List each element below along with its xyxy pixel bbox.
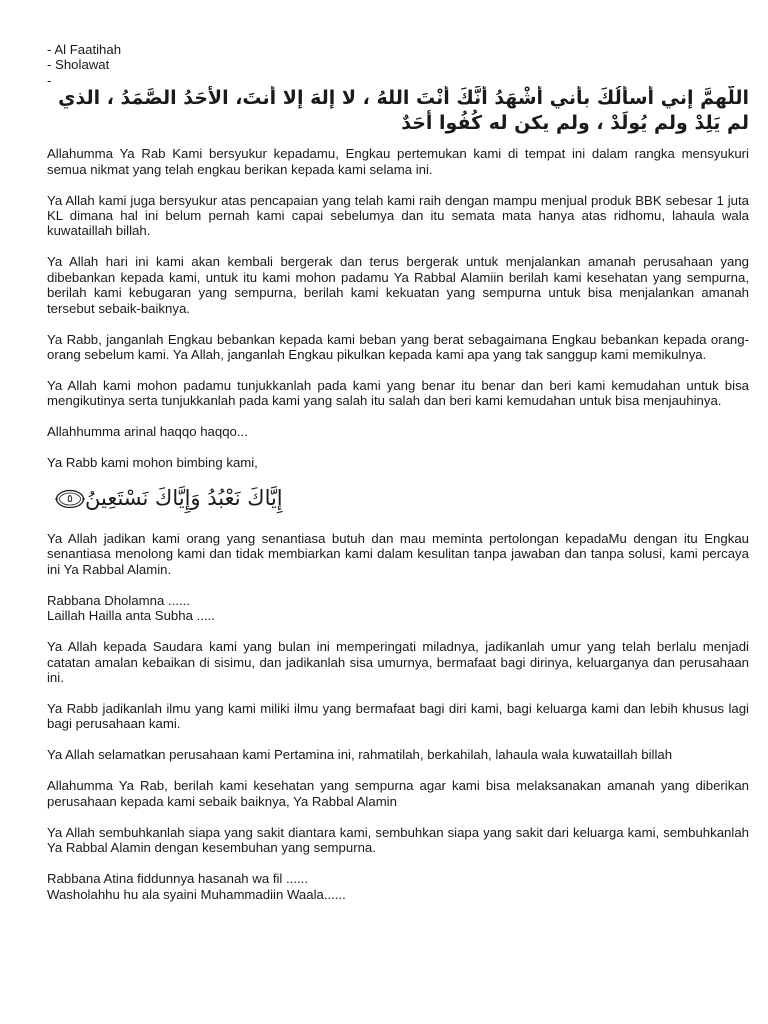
paragraph-gratitude: Allahumma Ya Rab Kami bersyukur kepadamu, Engkau pertemukan kami di tempat ini dalam rangka mensyukuri semua nikmat yang telah engkau berikan kepada kami selama ini. <box>47 146 749 177</box>
paragraph-milad: Ya Allah kepada Saudara kami yang bulan ini memperingati miladnya, jadikanlah umur yang telah berlalu menjadi catatan amalan kebaikan di sisimu, dan jadikanlah sisa umurnya, bermafaat bagi dirinya, keluarganya dan perusahaan ini. <box>47 639 749 685</box>
quran-verse-row <box>47 479 749 519</box>
closing-block <box>47 871 749 902</box>
rabbana-atina-line: Rabbana Atina fiddunnya hasanah wa fil ...... <box>47 871 308 887</box>
quran-verse-text: إِيَّاكَ نَعْبُدُ وَإِيَّاكَ نَسْتَعِينُ <box>85 486 283 511</box>
paragraph-ilmu: Ya Rabb jadikanlah ilmu yang kami miliki ilmu yang bermafaat bagi diri kami, bagi keluarga kami dan lebih khusus lagi bagi perusahaan kami. <box>47 700 749 732</box>
laillah-line: Laillah Hailla anta Subha ..... <box>47 608 215 624</box>
list-item-empty: - <box>47 72 52 88</box>
paragraph-pertolongan: Ya Allah jadikan kami orang yang senantiasa butuh dan mau meminta pertolongan kepadaMu dengan itu Engkau senantiasa menolong kami dan tidak membiarkan kami dalam kesulitan tanpa jawaban dan tanpa solusi, kami percaya ini Ya Rabbal Alamin. <box>47 530 749 577</box>
paragraph-achievement: Ya Allah kami juga bersyukur atas pencapaian yang telah kami raih dengan mampu menjual produk BBK sebesar 1 juta KL dimana hal ini belum pernah kami capai sebelumya dan itu semata mata hanya atas ridhomu, lahaula wala kuwataillah billah. <box>47 192 749 239</box>
rabbana-line: Rabbana Dholamna ...... <box>47 592 190 608</box>
paragraph-mandate: Ya Allah hari ini kami akan kembali bergerak dan terus bergerak untuk menjalankan amanah perusahaan yang dibebankan kepada kami, untuk itu kami mohon padamu Ya Rabbal Alamiin berilah kami kesehatan yang sempurna, berilah kami kebugaran yang sempurna, berilah kami kekuatan yang sempurna untuk bisa menjalankan amanah tersebut sebaik-baiknya. <box>47 254 749 316</box>
paragraph-kesembuhan: Ya Allah sembuhkanlah siapa yang sakit diantara kami, sembuhkan siapa yang sakit dari keluarga kami, sembuhkanlah Ya Rabbal Alamin dengan kesembuhan yang sempurna. <box>47 824 749 856</box>
rabbana-block <box>47 593 749 624</box>
paragraph-arinal-haqqo: Allahhumma arinal haqqo haqqo... <box>47 424 248 440</box>
list-item-sholawat: - Sholawat <box>47 57 110 73</box>
list-item-al-faatihah: - Al Faatihah <box>47 42 122 57</box>
quran-verse <box>49 479 283 519</box>
paragraph-burden: Ya Rabb, janganlah Engkau bebankan kepada kami beban yang berat sebagaimana Engkau bebankan kepada orang-orang sebelum kami. Ya Allah, janganlah Engkau pikulkan kepada kami apa yang tak sanggup kami memikulnya. <box>47 331 749 363</box>
ayah-number: ٥ <box>67 491 73 505</box>
sholawat-closing-line: Washolahhu hu ala syaini Muhammadiin Waala...... <box>47 886 346 902</box>
paragraph-kesehatan: Allahumma Ya Rab, berilah kami kesehatan yang sempurna agar kami bisa melaksanakan amanah yang diberikan perusahaan kepada kami sebaik baiknya, Ya Rabbal Alamin <box>47 778 749 809</box>
paragraph-pertamina: Ya Allah selamatkan perusahaan kami Pertamina ini, rahmatilah, berkahilah, lahaula wala kuwataillah billah <box>47 747 673 763</box>
paragraph-bimbing: Ya Rabb kami mohon bimbing kami, <box>47 455 258 471</box>
paragraph-guidance: Ya Allah kami mohon padamu tunjukkanlah pada kami yang benar itu benar dan beri kami kemudahan untuk bisa mengikutinya serta tunjukkanlah pada kami yang salah itu salah dan beri kami kemudahan untuk bisa menjauhinya. <box>47 378 749 409</box>
document-page <box>47 42 749 918</box>
arabic-opening-prayer: اللَّهمَّ إني أسأَلُكَ بأني أَشْهَدُ أنَّكَ أنْتَ اللهُ ، لا إلهَ إلا أنتَ، الأحَدُ الصَّمَدُ ، الذي لم يَلِدْ ولم يُولَدْ ، ولم يكن له كُفُوا أحَدٌ <box>58 87 749 135</box>
ayah-end-marker-icon <box>55 489 85 509</box>
